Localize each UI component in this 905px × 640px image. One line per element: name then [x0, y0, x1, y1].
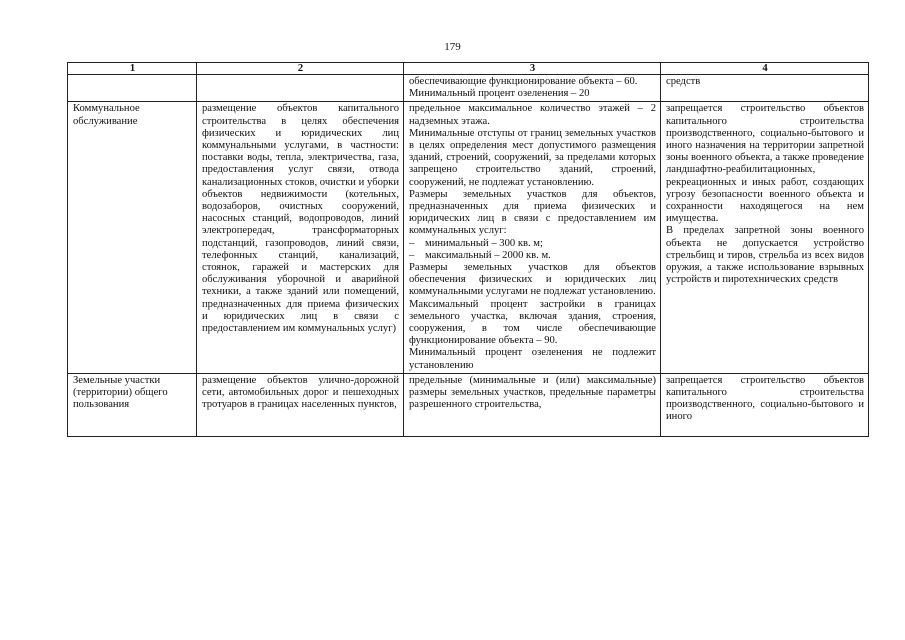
parameters-cell: [404, 373, 661, 436]
parameter-paragraph: Минимальный процент озеленения не подлежит установлению: [409, 347, 656, 371]
parameter-paragraph: предельное максимальное количество этажей – 2 надземных этажа.: [409, 103, 656, 127]
header-cell-2: 2: [197, 63, 404, 75]
list-item-text: минимальный – 300 кв. м;: [425, 237, 543, 249]
list-item: [409, 238, 656, 250]
parameter-paragraph: Минимальный процент озеленения – 20: [409, 88, 590, 100]
restriction-paragraph: В пределах запретной зоны военного объекта не допускается устройство стрельбищ и тиров, стрельба из всех видов оружия, а также использование взрывных устройств и пиротехнических средств: [666, 225, 864, 286]
use-name-cell: Земельные участки (территории) общего пользования: [68, 373, 197, 436]
parameters-cell: [404, 75, 661, 102]
restriction-paragraph: запрещается строительство объектов капитального строительства производственного, социально-бытового и иного назначения на территории запретной зоны военного объекта, а также проведение ландшафтно-реабилитационных,: [666, 103, 864, 176]
parameter-paragraph: Минимальные отступы от границ земельных участков в целях определения мест допустимого размещения зданий, строений, сооружений, за пределами которых запрещено строительство зданий, строений, сооружений, не подлежат установлению.: [409, 127, 656, 188]
header-cell-3: 3: [404, 63, 661, 75]
page-number: 179: [444, 41, 461, 53]
use-description-cell: размещение объектов капитального строительства в целях обеспечения физических и юридических лиц коммунальными услугами, в частности: поставки воды, тепла, электричества, газа, предоставления услуг связи, отвода канализационных стоков, очистки и уборки объектов недвижимости (котельных, водозаборов, очистных сооружений, насосных станций, водопроводов, линий электропередач, трансформаторных подстанций, газопроводов, линий связи, телефонных станций, канализаций, стоянок, гаражей и мастерских для обслуживания уборочной и аварийной техники, а также зданий или помещений, предназначенных для приема физических и юридических лиц в связи с предоставлением им коммунальных услуг): [197, 102, 404, 373]
table-row: [68, 75, 869, 102]
use-name-cell: Коммунальное обслуживание: [68, 102, 197, 373]
use-name-cell: [68, 75, 197, 102]
parameter-paragraph: Размеры земельных участков для объектов обеспечения физических и юридических лиц коммунальными услугами не подлежат установлению.: [409, 262, 656, 298]
restrictions-cell: [661, 102, 869, 373]
list-dash: –: [409, 237, 415, 249]
list-item: [409, 250, 656, 262]
zoning-table: [67, 62, 869, 437]
restrictions-cell: средств: [661, 75, 869, 102]
parameter-paragraph: предельные (минимальные и (или) максимальные) размеры земельных участков, предельные параметры разрешенного строительства,: [409, 374, 656, 411]
header-cell-4: 4: [661, 63, 869, 75]
use-description-cell: [197, 75, 404, 102]
header-row: [68, 63, 869, 75]
parameter-paragraph: обеспечивающие функционирование объекта – 60.: [409, 76, 638, 87]
restriction-paragraph: рекреационных и иных работ, создающих угрозу безопасности военного объекта и сохранности находящегося на нем имущества.: [666, 176, 864, 225]
parameter-paragraph: Максимальный процент застройки в границах земельного участка, включая здания, строения, сооружения, в том числе обеспечивающие функционирование объекта – 90.: [409, 298, 656, 347]
use-description-cell: размещение объектов улично-дорожной сети, автомобильных дорог и пешеходных тротуаров в границах населенных пунктов,: [197, 373, 404, 436]
list-dash: –: [409, 249, 415, 261]
list-item-text: максимальный – 2000 кв. м.: [425, 249, 551, 261]
header-cell-1: 1: [68, 63, 197, 75]
table-row: [68, 102, 869, 373]
parameters-cell: [404, 102, 661, 373]
restrictions-cell: запрещается строительство объектов капитального строительства производственного, социально-бытового и иного: [661, 373, 869, 436]
parameter-paragraph: Размеры земельных участков для объектов, предназначенных для приема физических и юридических лиц в связи с предоставлением им коммунальных услуг:: [409, 188, 656, 237]
table-row: [68, 373, 869, 436]
